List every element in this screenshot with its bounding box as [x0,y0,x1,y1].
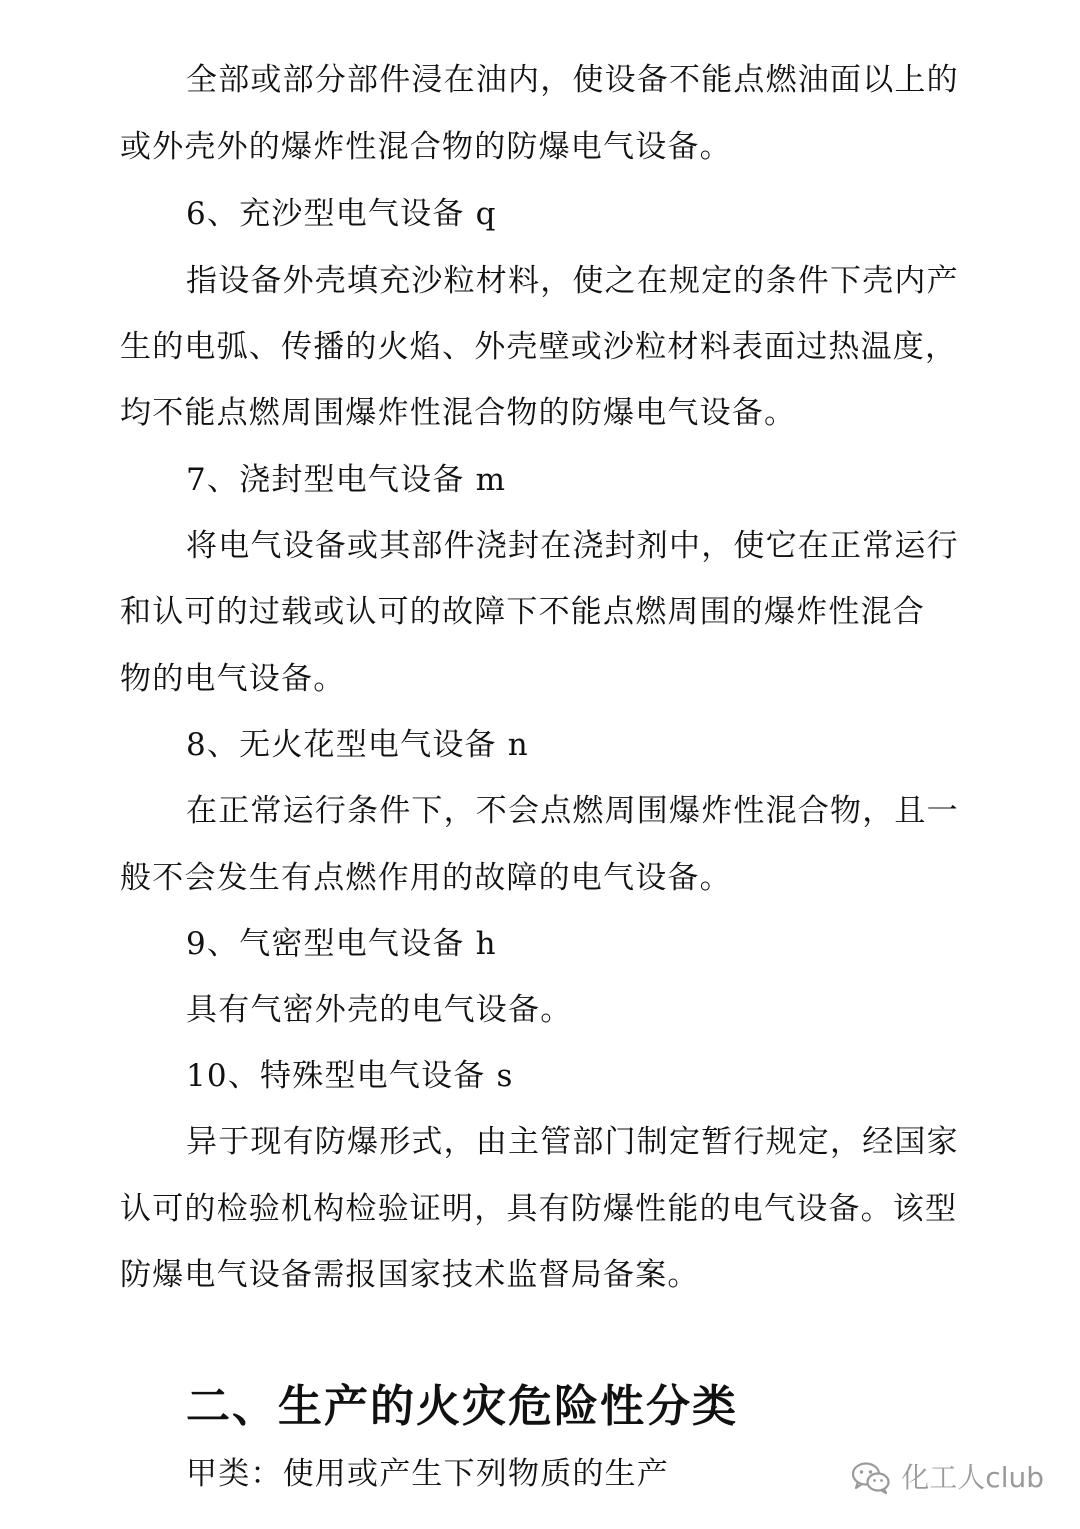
item-heading-6: 6、充沙型电气设备 q [186,196,497,232]
watermark-text: 化工人club [901,1461,1044,1494]
item-heading-10: 10、特殊型电气设备 s [186,1058,514,1094]
paragraph-line: 均不能点燃周围爆炸性混合物的防爆电气设备。 [120,395,797,431]
paragraph-line: 认可的检验机构检验证明，具有防爆性能的电气设备。该型 [120,1191,958,1227]
paragraph-line: 具有气密外壳的电气设备。 [186,992,573,1028]
paragraph-line: 防爆电气设备需报国家技术监督局备案。 [120,1257,700,1293]
item-heading-9: 9、气密型电气设备 h [186,926,497,962]
paragraph-line: 将电气设备或其部件浇封在浇封剂中，使它在正常运行 [186,528,959,564]
item-heading-7: 7、浇封型电气设备 m [186,462,507,498]
paragraph-line: 在正常运行条件下，不会点燃周围爆炸性混合物，且一 [186,793,959,829]
paragraph-line: 和认可的过载或认可的故障下不能点燃周围的爆炸性混合 [120,594,925,630]
section-heading: 二、生产的火灾危险性分类 [186,1381,738,1432]
watermark [851,1458,1044,1498]
paragraph-line: 或外壳外的爆炸性混合物的防爆电气设备。 [120,129,732,165]
paragraph-line: 物的电气设备。 [120,661,346,697]
paragraph-line: 般不会发生有点燃作用的故障的电气设备。 [120,860,732,896]
paragraph-line: 全部或部分部件浸在油内，使设备不能点燃油面以上的 [186,62,959,98]
paragraph-line: 生的电弧、传播的火焰、外壳壁或沙粒材料表面过热温度， [120,329,958,365]
paragraph-line: 指设备外壳填充沙粒材料，使之在规定的条件下壳内产 [186,263,959,299]
paragraph-line: 甲类：使用或产生下列物质的生产 [186,1456,669,1492]
paragraph-line: 异于现有防爆形式，由主管部门制定暂行规定，经国家 [186,1124,959,1160]
item-heading-8: 8、无火花型电气设备 n [186,727,529,763]
wechat-icon [851,1461,891,1495]
